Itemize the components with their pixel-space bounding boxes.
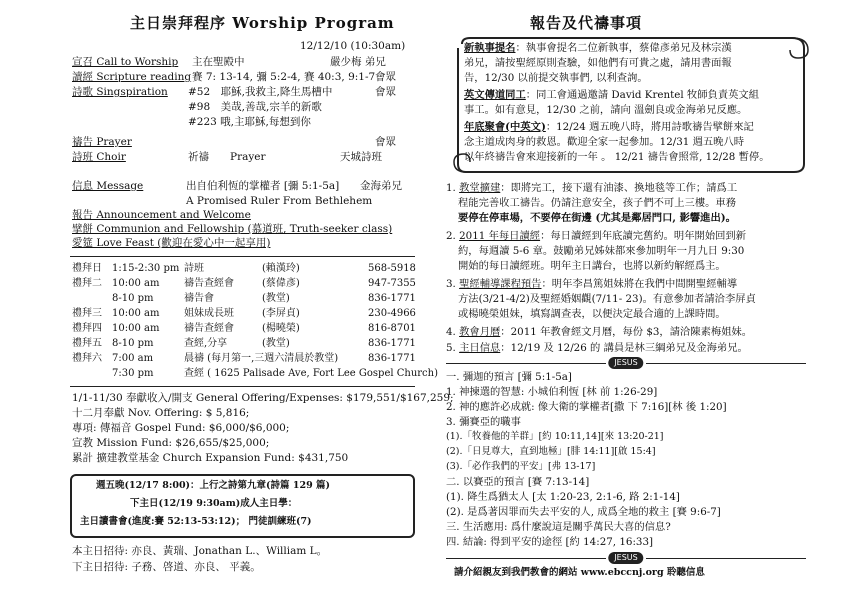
host-line: 本主日招待: 亦良、黃瑞、Jonathan L.、William L。 — [72, 545, 328, 557]
program-label-singspiration: 詩歌 Singspiration — [72, 86, 168, 98]
program-label-message: 信息 Message — [72, 180, 144, 192]
sermon-line: (1).「牧養他的羊群」[約 10:11,14][來 13:20-21] — [446, 431, 664, 442]
program-content-scripture: 賽 7: 13-14, 彌 5:2-4, 賽 40:3, 9:1-7 — [192, 71, 376, 83]
item-4: 4. 教會月曆：2011 年教會經文月曆，每份 $3，請洽陳素梅姐妹。 — [446, 326, 753, 338]
report-title: 報告及代禱事項 — [530, 14, 643, 32]
jesus-badge: JESUS — [608, 552, 643, 564]
item-2-line: 約，每週讀 5-6 章。鼓勵弟兄姊妹都來參加明年一月九日 9:30 — [458, 245, 745, 257]
boxed-line: 英文傳道同工：同工會通過邀請 David Krentel 牧師負責英文組 — [464, 89, 760, 101]
program-lovefeast: 愛筵 Love Feast (歡迎在愛心中一起享用) — [72, 237, 271, 249]
item-3-line: 方法(3/21-4/2)及聖經婚姻觀(7/11- 23)。有意參加者請洽李屏貞 — [458, 293, 756, 305]
boxed-line: 事工。如有意見，12/30 之前，請向 溫劍良或金海弟兄反應。 — [464, 104, 748, 116]
program-label-choir: 詩班 Choir — [72, 151, 126, 163]
item-1-line: 要停在停車場，不要停在街邊 (尤其是鄰居門口, 影響進出)。 — [458, 212, 736, 224]
sermon-line: 2. 神的應許必成就: 像大衛的掌權者[撒 下 7:16][林 後 1:20] — [446, 401, 727, 413]
program-content-message: 出自伯利恆的掌權者 [彌 5:1-5a] — [186, 180, 340, 192]
program-content-song-2: #98 美哉,善哉,宗羊的新歌 — [188, 101, 322, 113]
next-week-line: 下主日(12/19 9:30am)成人主日學： — [130, 498, 298, 509]
host-line: 下主日招待: 子務、啓道、亦良、 平義。 — [72, 561, 261, 573]
sermon-line: (1). 降生爲猶太人 [太 1:20-23, 2:1-6, 路 2:1-14] — [446, 491, 680, 503]
program-leader-singspiration: 會眾 — [375, 86, 396, 98]
boxed-line: 年底聚會(中英文)：12/24 週五晚八時，將用詩歌禱告擘餅來記 — [464, 121, 754, 133]
sermon-line: (3).「必作我們的平安」[弗 13-17] — [446, 461, 596, 472]
website-footer: 請介紹親友到我們教會的網站 www.ebccnj.org 聆聽信息 — [454, 567, 705, 578]
program-label-call: 宣召 Call to Worship — [72, 56, 179, 68]
program-content-song-3: #223 哦,主耶穌,每想到你 — [188, 116, 311, 128]
schedule-top-rule — [70, 256, 415, 257]
program-leader-call: 嚴少梅 弟兄 — [330, 56, 386, 68]
boxed-line: 念主道成肉身的救恩。歡迎全家一起參加。12/31 週五晚八時 — [464, 136, 745, 148]
item-3: 3. 聖經輔導課程預告：明年李昌篤姐妹將在我們中間開聖經輔導 — [446, 278, 738, 290]
next-week-line: 主日讀書會(進度:賽 52:13-53:12)； 門徒訓練班(7) — [80, 516, 312, 527]
program-leader-prayer: 會眾 — [375, 136, 396, 148]
program-content-choir: 祈禱 Prayer — [188, 151, 266, 163]
bottom-divider — [446, 552, 806, 564]
boxed-line: 弟兄，請按聖經原則查驗，如他們有可貴之處，請用書面報 — [464, 57, 732, 69]
program-title: 主日崇拜程序 Worship Program — [130, 14, 395, 32]
program-leader-scripture: 會眾 — [375, 71, 396, 83]
next-week-box — [70, 474, 415, 538]
program-label-prayer: 禱告 Prayer — [72, 136, 132, 148]
item-3-line: 或楊曉榮姐妹，填寫調查表，以便決定最合適的上課時間。 — [458, 308, 726, 320]
sermon-line: (2).「日見尊大，直到地極」[腓 14:11][啟 15:4] — [446, 446, 656, 457]
item-5: 5. 主日信息：12/19 及 12/26 的 講員是林三綱弟兄及金海弟兄。 — [446, 342, 748, 354]
program-label-scripture: 讀經 Scripture reading — [72, 71, 192, 83]
sermon-line: 二. 以賽亞的預言 [賽 7:13-14] — [446, 476, 590, 488]
program-communion: 擘餅 Communion and Fellowship (慕道班, Truth-seeker class) — [72, 223, 393, 235]
sermon-line: 四. 結論: 得到平安的途徑 [約 14:27, 16:33] — [446, 536, 654, 548]
sermon-line: (2). 是爲著因罪而失去平安的人, 成爲全地的救主 [賽 9:6-7] — [446, 506, 721, 518]
program-leader-message: 金海弟兄 — [360, 180, 402, 192]
item-2: 2. 2011 年每日讀經：每日讀經到年底讀完舊約。明年開始回到新 — [446, 230, 747, 242]
boxed-line: 以年終禱告會來迎接新的一年 。 12/21 禱告會照常, 12/28 暫停。 — [464, 151, 770, 163]
program-announcement: 報告 Announcement and Welcome — [72, 209, 251, 221]
finance-top-rule — [70, 386, 415, 387]
boxed-line: 告，12/30 以前提交執事們, 以利查詢。 — [464, 72, 648, 84]
jesus-divider — [446, 357, 806, 369]
program-leader-choir: 天城詩班 — [340, 151, 382, 163]
finance-line: 1/1-11/30 奉獻收入/開支 General Offering/Expenses: $179,551/$167,259; — [72, 392, 454, 404]
finance-line: 宣教 Mission Fund: $26,655/$25,000; — [72, 437, 270, 449]
program-date: 12/12/10 (10:30am) — [300, 40, 406, 52]
program-content-call: 主在聖殿中 — [192, 56, 245, 68]
sermon-line: 三. 生活應用: 爲什麼說這是關乎萬民大喜的信息? — [446, 521, 671, 533]
sermon-line: 1. 神揀選的智慧: 小城伯利恆 [林 前 1:26-29] — [446, 386, 658, 398]
finance-line: 十二月奉獻 Nov. Offering: $ 5,816; — [72, 407, 250, 419]
jesus-badge: JESUS — [608, 357, 643, 369]
boxed-line: 新執事提名：執事會提名二位新執事，蔡偉彥弟兄及林宗漢 — [464, 42, 732, 54]
item-1: 1. 教堂擴建：即將完工，接下還有油漆、換地毯等工作；請爲工 — [446, 182, 738, 194]
finance-line: 累計 擴建教堂基金 Church Expansion Fund: $431,750 — [72, 452, 349, 464]
sermon-line: 3. 彌賽亞的職事 — [446, 416, 521, 428]
program-content-song-1: #52 耶穌,我救主,降生馬槽中 — [188, 86, 333, 98]
next-week-line: 週五晚(12/17 8:00)：上行之詩第九章(詩篇 129 篇) — [96, 480, 330, 491]
sermon-line: 一. 彌迦的預言 [彌 5:1-5a] — [446, 371, 572, 383]
item-1-line: 程能完善收工禱告。仍請注意安全，孩子們不可上三樓。車務 — [458, 197, 737, 209]
program-message-english: A Promised Ruler From Bethlehem — [186, 195, 373, 207]
item-2-line: 開始的每日讀經班。明年主日講台，也將以新約解經爲主。 — [458, 260, 726, 272]
finance-line: 專項: 傳福音 Gospel Fund: $6,000/$6,000; — [72, 422, 290, 434]
